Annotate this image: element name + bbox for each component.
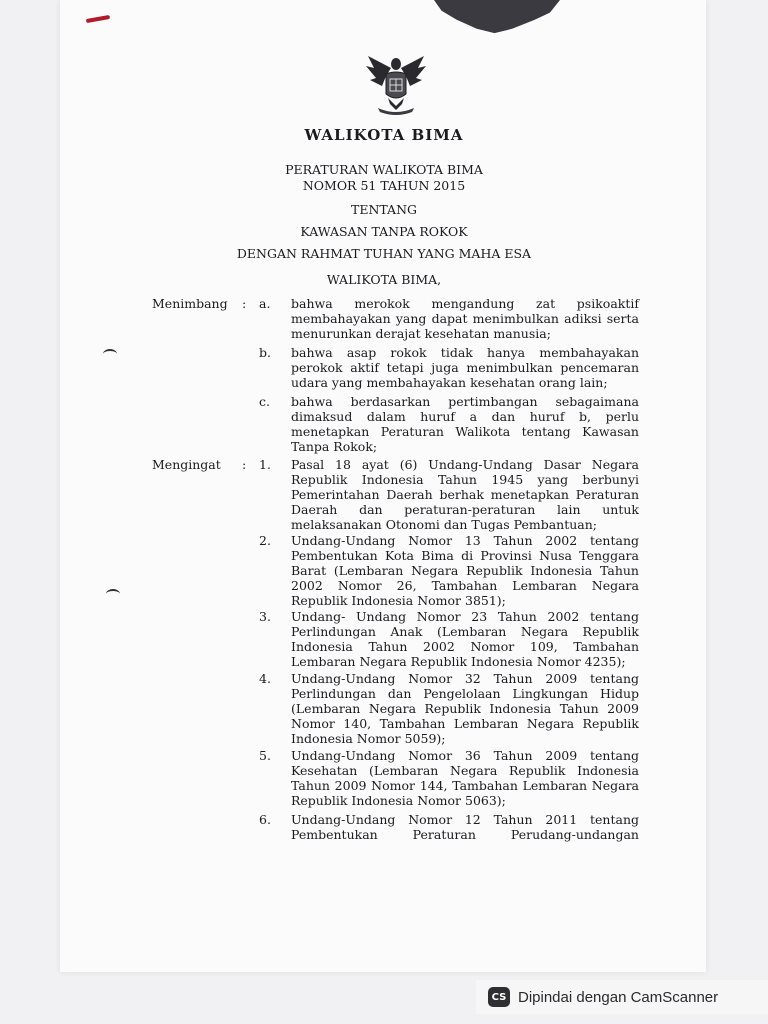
page-title: WALIKOTA BIMA <box>304 126 464 144</box>
legal-basis-marker: 4. <box>259 671 271 686</box>
regulation-heading: PERATURAN WALIKOTA BIMA <box>285 162 483 177</box>
issuer: WALIKOTA BIMA, <box>326 272 442 287</box>
regulation-subject: KAWASAN TANPA ROKOK <box>300 224 468 239</box>
camscanner-watermark <box>476 980 768 1014</box>
watermark-text: Dipindai dengan CamScanner <box>518 988 719 1006</box>
menimbang-colon: : <box>242 296 247 311</box>
consideration-item: bahwa berdasarkan pertimbangan sebagaimana dimaksud dalam huruf a dan huruf b, perlu menetapkan Peraturan Walikota tentang Kawasan Tanpa Rokok; <box>291 394 639 454</box>
legal-basis-marker: 2. <box>259 533 271 548</box>
legal-basis-item: Undang-Undang Nomor 32 Tahun 2009 tentang Perlindungan dan Pengelolaan Lingkungan Hidup (Lembaran Negara Republik Indonesia Tahun 2009 Nomor 140, Tambahan Lembaran Negara Republik Indonesia Nomor 5059); <box>291 671 639 746</box>
legal-basis-marker: 5. <box>259 748 271 763</box>
legal-basis-item: Undang- Undang Nomor 23 Tahun 2002 tentang Perlindungan Anak (Lembaran Negara Republik Indonesia Tahun 2002 Nomor 109, Tambahan Lembaran Negara Republik Indonesia Nomor 4235); <box>291 609 639 669</box>
legal-basis-item: Undang-Undang Nomor 13 Tahun 2002 tentang Pembentukan Kota Bima di Provinsi Nusa Tenggara Barat (Lembaran Negara Republik Indonesia Tahun 2002 Nomor 26, Tambahan Lembaran Negara Republik Indonesia Nomor 3851); <box>291 533 639 608</box>
regulation-number: NOMOR 51 TAHUN 2015 <box>302 178 466 193</box>
legal-basis-marker: 1. <box>259 457 271 472</box>
consideration-marker: c. <box>259 394 270 409</box>
invocation: DENGAN RAHMAT TUHAN YANG MAHA ESA <box>236 246 532 261</box>
menimbang-label: Menimbang <box>152 296 228 311</box>
consideration-marker: a. <box>259 296 271 311</box>
legal-basis-marker: 6. <box>259 812 271 827</box>
edge-mark <box>106 589 120 599</box>
consideration-marker: b. <box>259 345 271 360</box>
about-label: TENTANG <box>350 202 417 217</box>
legal-basis-item: Pasal 18 ayat (6) Undang-Undang Dasar Negara Republik Indonesia Tahun 1945 yang berbunyi Pemerintahan Daerah berhak menetapkan Peraturan Daerah dan peraturan-peraturan lain untuk melaksanakan Otonomi dan Tugas Pembantuan; <box>291 457 639 532</box>
mengingat-colon: : <box>242 457 247 472</box>
legal-basis-item: Undang-Undang Nomor 36 Tahun 2009 tentang Kesehatan (Lembaran Negara Republik Indonesia Tahun 2009 Nomor 144, Tambahan Lembaran Negara Republik Indonesia Nomor 5063); <box>291 748 639 808</box>
consideration-item: bahwa merokok mengandung zat psikoaktif membahayakan yang dapat menimbulkan adiksi serta menurunkan derajat kesehatan manusia; <box>291 296 639 341</box>
legal-basis-item: Undang-Undang Nomor 12 Tahun 2011 tentang Pembentukan Peraturan Perudang-undangan <box>291 812 639 842</box>
garuda-emblem-icon <box>364 54 428 116</box>
edge-mark <box>103 349 117 359</box>
consideration-item: bahwa asap rokok tidak hanya membahayakan perokok aktif tetapi juga menimbulkan pencemaran udara yang membahayakan kesehatan orang lain; <box>291 345 639 390</box>
mengingat-label: Mengingat <box>152 457 221 472</box>
legal-basis-marker: 3. <box>259 609 271 624</box>
camscanner-icon: CS <box>488 987 510 1007</box>
